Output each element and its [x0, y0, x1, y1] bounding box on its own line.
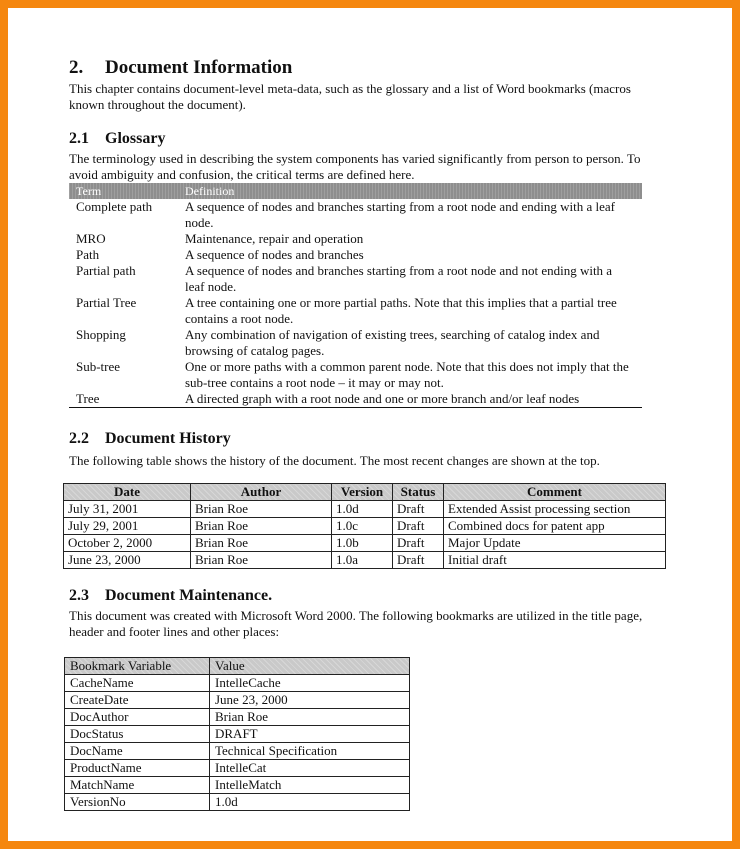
glossary-row: [69, 247, 642, 263]
glossary-term: Partial path: [76, 263, 136, 278]
history-status: Draft: [393, 501, 444, 518]
maintenance-number: 2.3: [69, 587, 89, 604]
glossary-intro: The terminology used in describing the system components has varied significantly from person to person. To avoid ambiguity and confusion, the critical terms are defined here.: [69, 151, 641, 182]
glossary-row: [69, 231, 642, 247]
history-author: Brian Roe: [191, 501, 332, 518]
history-intro: The following table shows the history of the document. The most recent changes are shown at the top.: [69, 453, 600, 468]
history-author: Brian Roe: [191, 552, 332, 569]
glossary-bottom-rule: [69, 407, 642, 408]
bookmark-row: [65, 794, 410, 811]
history-date: July 29, 2001: [64, 518, 191, 535]
bookmark-variable: VersionNo: [65, 794, 210, 811]
glossary-row: [69, 263, 642, 295]
history-row: [64, 552, 666, 569]
history-comment: Combined docs for patent app: [444, 518, 666, 535]
glossary-header-term: Term: [76, 184, 102, 198]
glossary-header: [69, 183, 642, 199]
glossary-heading: [69, 130, 165, 148]
glossary-definition: Any combination of navigation of existing trees, searching of catalog index and browsing of catalog pages.: [185, 327, 600, 358]
maintenance-title: Document Maintenance.: [105, 587, 273, 604]
history-comment: Extended Assist processing section: [444, 501, 666, 518]
bookmark-row: [65, 760, 410, 777]
history-status: Draft: [393, 552, 444, 569]
history-version: 1.0c: [332, 518, 393, 535]
history-header-author: Author: [191, 484, 332, 501]
glossary-row: [69, 199, 642, 231]
history-author: Brian Roe: [191, 518, 332, 535]
bookmark-row: [65, 777, 410, 794]
history-title: Document History: [105, 430, 231, 447]
bookmark-value: Technical Specification: [210, 743, 410, 760]
glossary-header-definition: Definition: [185, 184, 235, 198]
bookmark-value: DRAFT: [210, 726, 410, 743]
history-body: [64, 501, 666, 569]
bookmark-value: IntelleCache: [210, 675, 410, 692]
glossary-term: Tree: [76, 391, 100, 406]
glossary-title: Glossary: [105, 130, 166, 147]
glossary-definition: Maintenance, repair and operation: [185, 231, 364, 246]
glossary-row: [69, 391, 642, 407]
glossary-body: [69, 199, 642, 407]
bookmark-row: [65, 726, 410, 743]
glossary-definition: A sequence of nodes and branches starting from a root node and not ending with a leaf node.: [185, 263, 613, 294]
bookmark-value: June 23, 2000: [210, 692, 410, 709]
glossary-definition: One or more paths with a common parent node. Note that this does not imply that the sub-tree contains a root node – it may or may not.: [185, 359, 629, 390]
history-status: Draft: [393, 535, 444, 552]
bookmark-variable: DocAuthor: [65, 709, 210, 726]
bookmark-row: [65, 692, 410, 709]
glossary-number: 2.1: [69, 130, 89, 147]
history-date: October 2, 2000: [64, 535, 191, 552]
document-page: [8, 8, 732, 841]
history-header-version: Version: [332, 484, 393, 501]
glossary-definition: A directed graph with a root node and one or more branch and/or leaf nodes: [185, 391, 580, 406]
history-author: Brian Roe: [191, 535, 332, 552]
section-heading: [69, 57, 292, 79]
history-version: 1.0b: [332, 535, 393, 552]
history-comment: Initial draft: [444, 552, 666, 569]
history-heading: [69, 430, 231, 448]
history-row: [64, 501, 666, 518]
history-date: July 31, 2001: [64, 501, 191, 518]
bookmark-header-variable: Bookmark Variable: [65, 658, 210, 675]
history-header-row: [64, 484, 666, 501]
history-number: 2.2: [69, 430, 89, 447]
glossary-definition: A tree containing one or more partial paths. Note that this implies that a partial tree contains a root node.: [185, 295, 617, 326]
bookmark-header-value: Value: [210, 658, 410, 675]
bookmark-body: [65, 675, 410, 811]
section-title: Document Information: [105, 57, 293, 78]
glossary-term: Path: [76, 247, 100, 262]
bookmark-variable: CacheName: [65, 675, 210, 692]
glossary-term: Partial Tree: [76, 295, 137, 310]
glossary-row: [69, 359, 642, 391]
bookmark-value: 1.0d: [210, 794, 410, 811]
history-table: [63, 483, 666, 569]
bookmark-variable: DocStatus: [65, 726, 210, 743]
history-header-comment: Comment: [444, 484, 666, 501]
bookmark-header-row: [65, 658, 410, 675]
bookmark-value: IntelleMatch: [210, 777, 410, 794]
maintenance-heading: [69, 587, 272, 605]
bookmark-table: [64, 657, 410, 811]
glossary-definition: A sequence of nodes and branches starting from a root node and ending with a leaf node.: [185, 199, 615, 230]
bookmark-variable: ProductName: [65, 760, 210, 777]
bookmark-variable: MatchName: [65, 777, 210, 794]
history-version: 1.0d: [332, 501, 393, 518]
history-header-status: Status: [393, 484, 444, 501]
bookmark-value: Brian Roe: [210, 709, 410, 726]
glossary-term: Sub-tree: [76, 359, 121, 374]
glossary-term: Shopping: [76, 327, 126, 342]
history-comment: Major Update: [444, 535, 666, 552]
section-intro: This chapter contains document-level meta-data, such as the glossary and a list of Word bookmarks (macros known throughout the document).: [69, 81, 631, 112]
glossary-row: [69, 295, 642, 327]
bookmark-row: [65, 743, 410, 760]
glossary-row: [69, 327, 642, 359]
history-row: [64, 535, 666, 552]
history-date: June 23, 2000: [64, 552, 191, 569]
history-status: Draft: [393, 518, 444, 535]
glossary-table: [69, 183, 642, 408]
glossary-term: MRO: [76, 231, 106, 246]
section-number: 2.: [69, 57, 84, 78]
bookmark-variable: CreateDate: [65, 692, 210, 709]
history-row: [64, 518, 666, 535]
history-header-date: Date: [64, 484, 191, 501]
bookmark-value: IntelleCat: [210, 760, 410, 777]
glossary-term: Complete path: [76, 199, 153, 214]
bookmark-row: [65, 675, 410, 692]
bookmark-row: [65, 709, 410, 726]
maintenance-intro: This document was created with Microsoft Word 2000. The following bookmarks are utilized in the title page, header and footer lines and other places:: [69, 608, 643, 639]
history-version: 1.0a: [332, 552, 393, 569]
glossary-definition: A sequence of nodes and branches: [185, 247, 364, 262]
bookmark-variable: DocName: [65, 743, 210, 760]
